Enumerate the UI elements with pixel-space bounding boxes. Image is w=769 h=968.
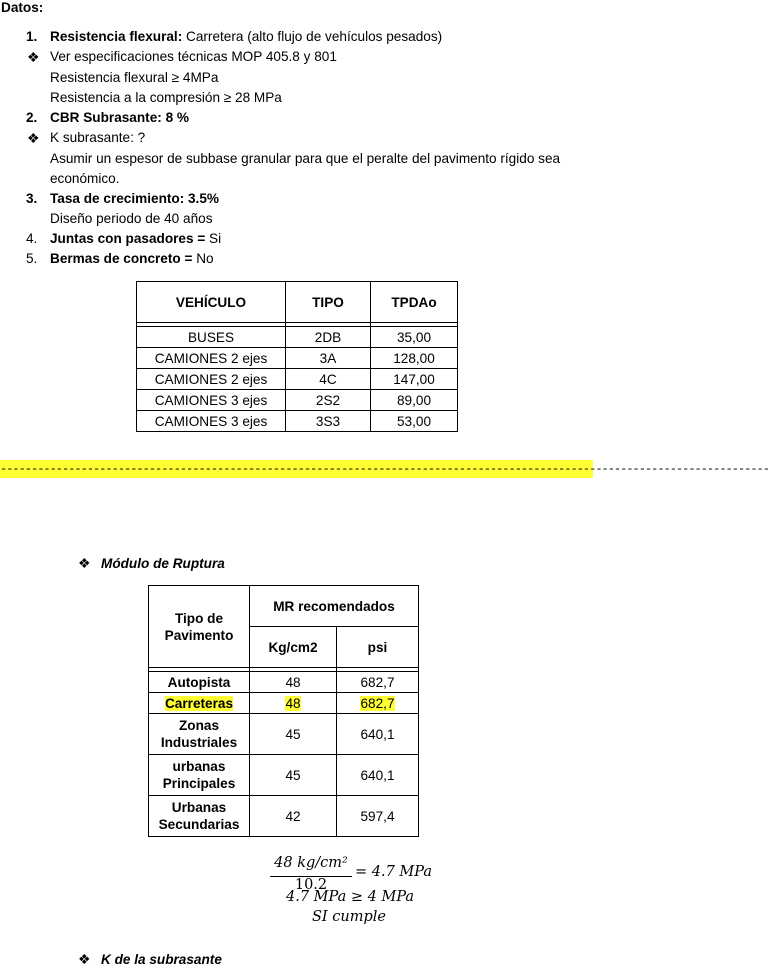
item-1 <box>26 29 37 44</box>
k-subrasante-title: K de la subrasante <box>101 952 222 967</box>
formula-comparison: 4.7 MPa ≥ 4 MPa <box>286 889 415 905</box>
item-especificaciones: Ver especificaciones técnicas MOP 405.8 y 801 <box>50 49 337 64</box>
table-row: CAMIONES 2 ejes 4C 147,00 <box>137 369 458 390</box>
mr-table <box>148 585 419 837</box>
table-row: BUSES 2DB 35,00 <box>137 327 458 348</box>
item-asumir: Asumir un espesor de subbase granular para que el peralte del pavimento rígido sea <box>50 151 561 166</box>
table-row-highlighted: Carreteras 48 682,7 <box>149 693 419 714</box>
item-1-number: 1. <box>26 29 38 44</box>
table-row: Zonas Industriales 45 640,1 <box>149 714 419 755</box>
formula-numerator: 48 kg/cm² <box>274 855 348 871</box>
table-header: TPDAo <box>371 282 458 323</box>
item-3-text: Tasa de crecimiento: 3.5% <box>50 191 219 206</box>
item-2-text: CBR Subrasante: 8 % <box>50 110 189 125</box>
table-row: Autopista 48 682,7 <box>149 672 419 693</box>
formula-result: = 4.7 MPa <box>355 864 433 880</box>
table-row: CAMIONES 2 ejes 3A 128,00 <box>137 348 458 369</box>
item-resistencia-compresion: Resistencia a la compresión ≥ 28 MPa <box>50 90 282 105</box>
diamond-bullet-icon: ❖ <box>27 49 40 65</box>
formula-denominator: 10.2 <box>294 877 328 893</box>
fraction-bar <box>270 876 352 877</box>
diamond-bullet-icon: ❖ <box>27 130 40 146</box>
item-diseno-periodo: Diseño periodo de 40 años <box>50 211 213 226</box>
table-header: MR recomendados <box>250 586 419 627</box>
item-4-text: Juntas con pasadores = Si <box>50 231 222 246</box>
item-k-subrasante: K subrasante: ? <box>50 130 146 145</box>
table-header: Tipo de Pavimento <box>149 586 250 668</box>
table-row: CAMIONES 3 ejes 3S3 53,00 <box>137 411 458 432</box>
item-5-text: Bermas de concreto = No <box>50 251 214 266</box>
item-resistencia-flexural: Resistencia flexural ≥ 4MPa <box>50 70 219 85</box>
table-header: VEHÍCULO <box>137 282 286 323</box>
table-header: psi <box>337 627 419 668</box>
diamond-bullet-icon: ❖ <box>78 555 91 571</box>
item-3-number: 3. <box>26 191 38 206</box>
vehicle-table <box>136 281 458 432</box>
datos-label: Datos: <box>1 0 44 15</box>
table-row: CAMIONES 3 ejes 2S2 89,00 <box>137 390 458 411</box>
item-4-number: 4. <box>26 231 38 246</box>
table-header: TIPO <box>286 282 371 323</box>
formula-fraction <box>270 852 352 893</box>
item-1-text: Resistencia flexural: Carretera (alto flujo de vehículos pesados) <box>50 29 443 44</box>
table-header: Kg/cm2 <box>250 627 337 668</box>
table-row: Urbanas Secundarias 42 597,4 <box>149 796 419 837</box>
table-row: urbanas Principales 45 640,1 <box>149 755 419 796</box>
item-2-number: 2. <box>26 110 38 125</box>
separator-line: ---------------------------------------------------------------------------------------------------------------------------- <box>0 462 769 476</box>
formula-conclusion: SI cumple <box>312 909 386 925</box>
modulo-ruptura-title: Módulo de Ruptura <box>101 556 225 571</box>
item-5-number: 5. <box>26 251 38 266</box>
diamond-bullet-icon: ❖ <box>78 951 91 967</box>
item-economico: económico. <box>50 171 120 186</box>
